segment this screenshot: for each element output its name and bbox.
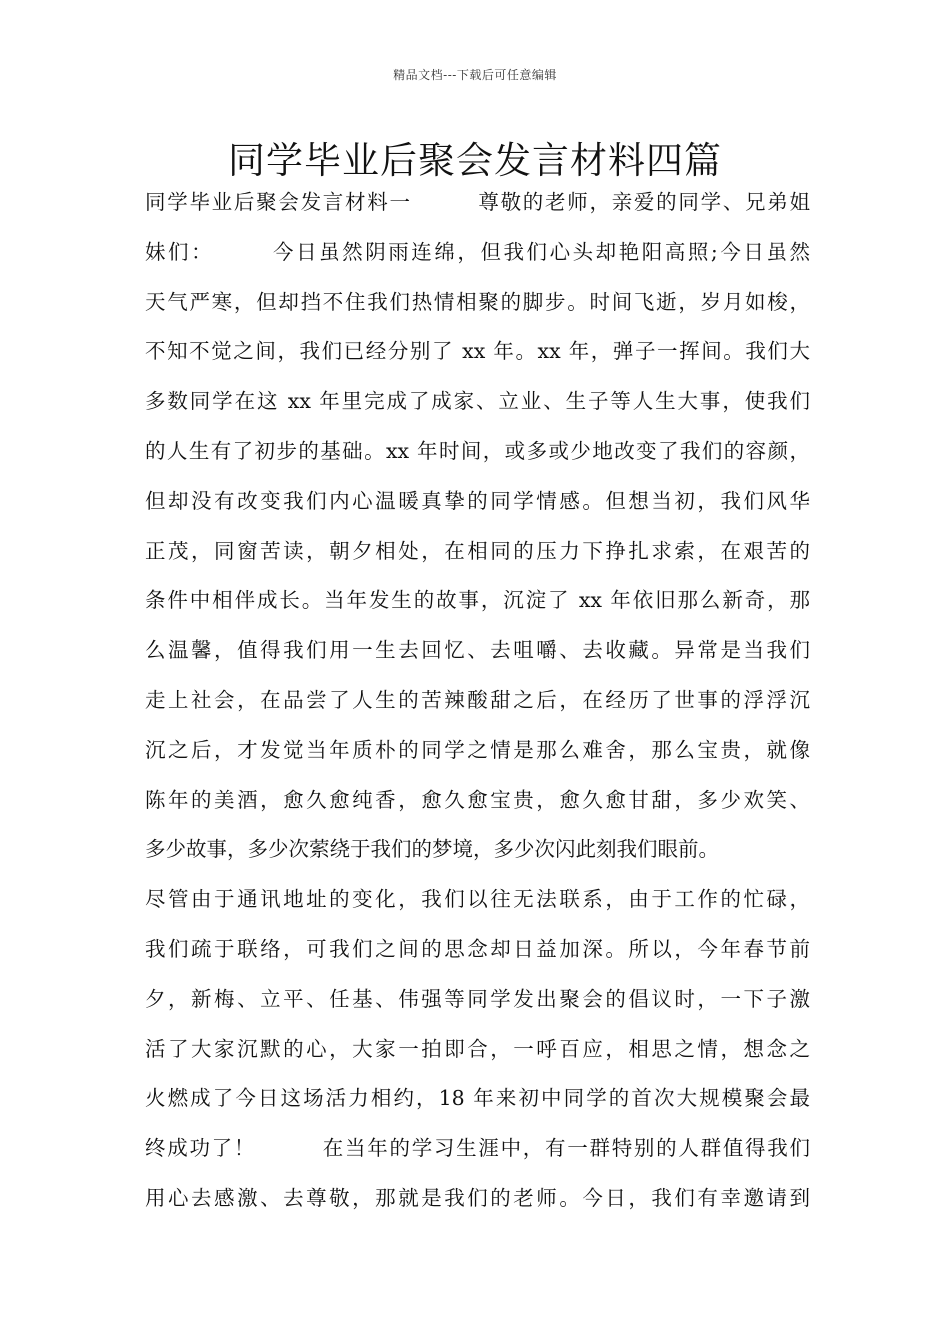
text-line: 同学毕业后聚会发言材料一 尊敬的老师，亲爱的同学、兄弟姐 (145, 190, 810, 214)
text-line: 夕，新梅、立平、任基、伟强等同学发出聚会的倡议时，一下子激 (145, 986, 810, 1011)
text-line: 妹们： 今日虽然阴雨连绵，但我们心头却艳阳高照;今日虽然 (145, 239, 810, 264)
text-line: 火燃成了今日这场活力相约，18 年来初中同学的首次大规模聚会最 (145, 1086, 810, 1111)
header-note: 精品文档---下载后可任意编辑 (393, 68, 557, 82)
text-line: 走上社会，在品尝了人生的苦辣酸甜之后，在经历了世事的浮浮沉 (145, 687, 810, 712)
text-line: 正茂，同窗苦读，朝夕相处，在相同的压力下挣扎求索，在艰苦的 (145, 538, 810, 563)
text-line: 但却没有改变我们内心温暖真挚的同学情感。但想当初，我们风华 (145, 488, 810, 513)
body-text (145, 178, 810, 1224)
document-title: 同学毕业后聚会发言材料四篇 (228, 139, 722, 182)
text-line: 多少故事，多少次萦绕于我们的梦境，多少次闪此刻我们眼前。 (145, 837, 719, 862)
text-line: 用心去感激、去尊敬，那就是我们的老师。今日，我们有幸邀请到 (145, 1185, 810, 1210)
text-line: 活了大家沉默的心，大家一拍即合，一呼百应，相思之情，想念之 (145, 1036, 810, 1061)
text-line: 我们疏于联络，可我们之间的思念却日益加深。所以，今年春节前 (145, 936, 810, 961)
text-line: 沉之后，才发觉当年质朴的同学之情是那么难舍，那么宝贵，就像 (145, 737, 810, 762)
text-line: 陈年的美酒，愈久愈纯香，愈久愈宝贵，愈久愈甘甜，多少欢笑、 (145, 787, 810, 812)
text-line: 终成功了！ 在当年的学习生涯中，有一群特别的人群值得我们 (145, 1136, 810, 1161)
text-line: 的人生有了初步的基础。xx 年时间，或多或少地改变了我们的容颜， (145, 438, 810, 463)
text-line: 尽管由于通讯地址的变化，我们以往无法联系，由于工作的忙碌， (145, 887, 810, 912)
text-line: 条件中相伴成长。当年发生的故事，沉淀了 xx 年依旧那么新奇，那 (145, 588, 810, 613)
text-line: 天气严寒，但却挡不住我们热情相聚的脚步。时间飞逝，岁月如梭， (145, 289, 810, 314)
text-line: 么温馨，值得我们用一生去回忆、去咀嚼、去收藏。异常是当我们 (145, 638, 810, 663)
text-line: 多数同学在这 xx 年里完成了成家、立业、生子等人生大事，使我们 (145, 389, 810, 414)
text-line: 不知不觉之间，我们已经分别了 xx 年。xx 年，弹子一挥间。我们大 (145, 339, 810, 364)
